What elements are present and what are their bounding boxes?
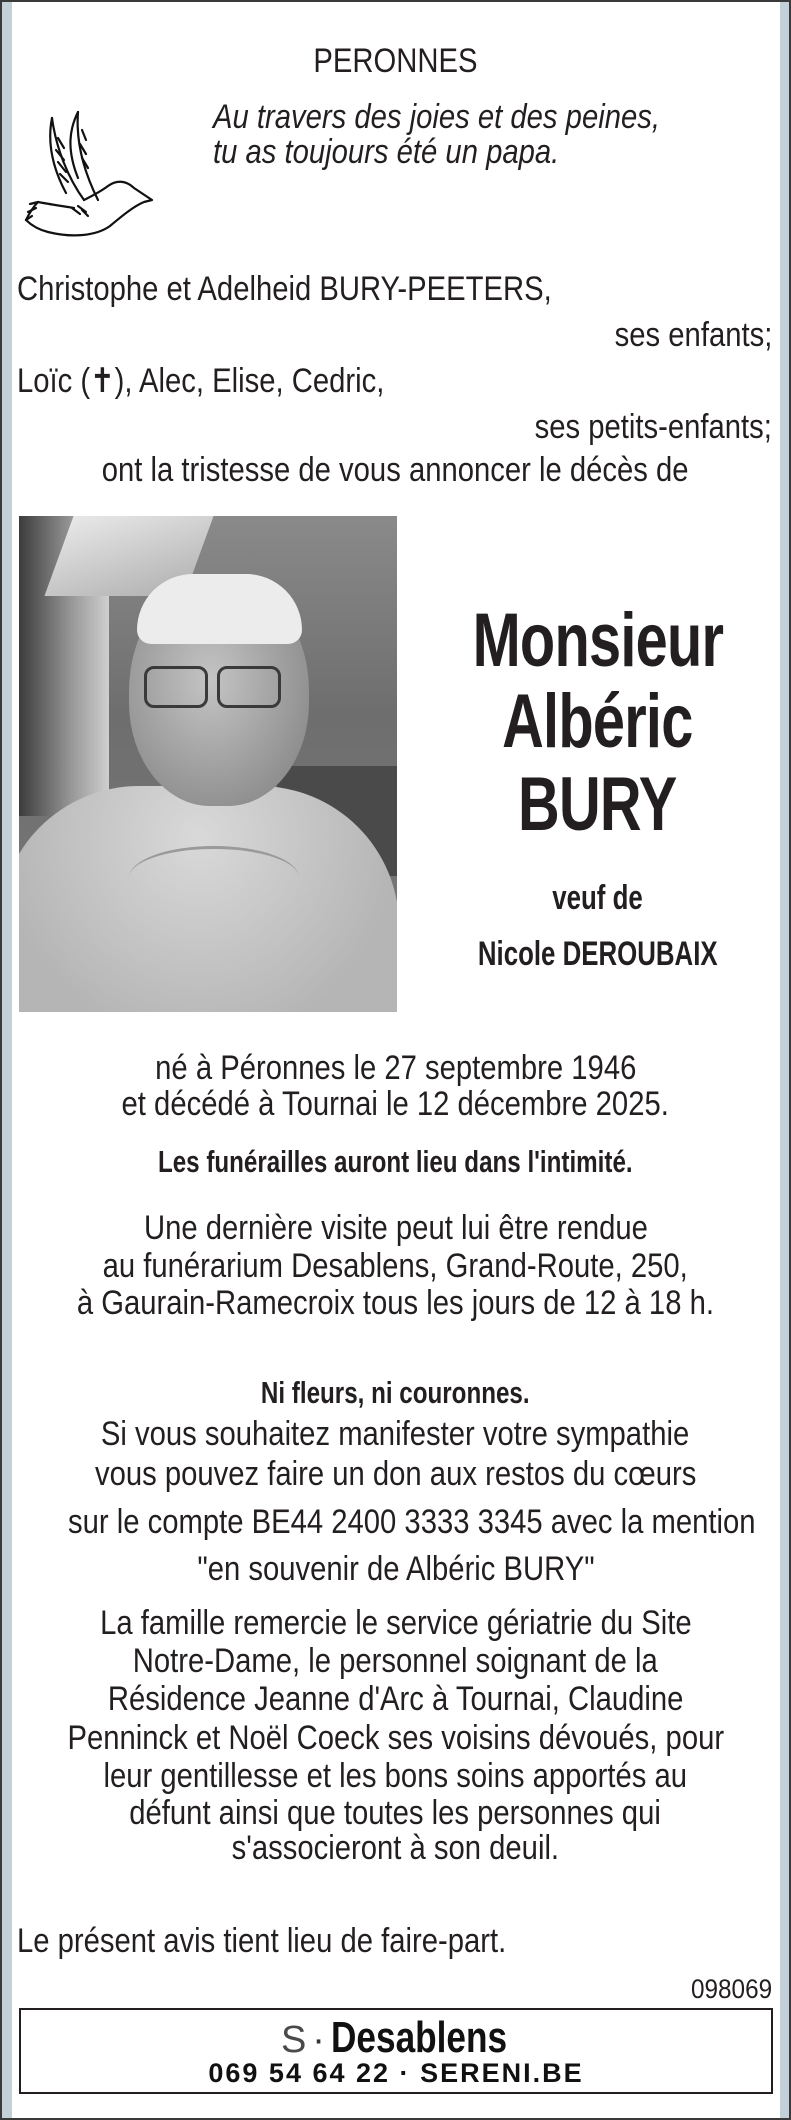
- funeral-text: Les funérailles auront lieu dans l'intimité.: [158, 1144, 633, 1179]
- photo-glasses: [144, 666, 208, 708]
- family-grandchildren-relation: [496, 410, 772, 444]
- quote-text-2: tu as toujours été un papa.: [213, 133, 560, 171]
- thanks-text-7: s'associeront à son deuil.: [231, 1829, 560, 1867]
- grandchildren-relation-text: ses petits-enfants;: [534, 408, 772, 446]
- location-heading: [12, 44, 779, 78]
- logo-separator: ·: [312, 2019, 325, 2061]
- children-names-text: Christophe et Adelheid BURY-PEETERS,: [17, 270, 552, 308]
- announcement-text: ont la tristesse de vous annoncer le décès de: [102, 451, 689, 489]
- title-text: Monsieur: [472, 598, 723, 683]
- thanks-line-1: [12, 1606, 779, 1640]
- family-children-relation: [589, 318, 772, 352]
- deceased-last-name: [430, 762, 765, 847]
- reference-number-text: 098069: [690, 1974, 772, 2004]
- contact-separator: ·: [399, 2058, 411, 2088]
- thanks-line-2: [12, 1644, 779, 1678]
- funeral-home-contact: [21, 2060, 771, 2087]
- visit-line-3: [12, 1286, 779, 1320]
- photo-hair: [137, 574, 302, 644]
- visit-line-2: [12, 1249, 779, 1283]
- grandchildren-names-text: Loïc (✝), Alec, Elise, Cedric,: [17, 362, 385, 400]
- funeral-home-phone: 069 54 64 22: [208, 2058, 391, 2088]
- spouse-name: [430, 937, 765, 971]
- visit-line-1: [12, 1211, 779, 1245]
- photo-collar: [129, 846, 299, 909]
- donation-line-1: [12, 1417, 779, 1451]
- visit-text-2: au funérarium Desablens, Grand-Route, 250,: [102, 1247, 689, 1285]
- donation-text-3: sur le compte BE44 2400 3333 3345 avec la mention: [67, 1503, 756, 1541]
- donation-text-1: Si vous souhaitez manifester votre sympathie: [101, 1415, 690, 1453]
- reference-number: [682, 1976, 772, 2003]
- thanks-text-2: Notre-Dame, le personnel soignant de la: [132, 1642, 659, 1680]
- thanks-line-7: [12, 1831, 779, 1865]
- death-line: [12, 1087, 779, 1121]
- last-name-text: BURY: [518, 762, 677, 847]
- logo-letter: S: [280, 2019, 307, 2061]
- death-text: et décédé à Tournai le 12 décembre 2025.: [121, 1085, 670, 1123]
- spouse-text: Nicole DEROUBAIX: [477, 935, 718, 973]
- closing-text: Le présent avis tient lieu de faire-part.: [17, 1922, 507, 1960]
- quote-line-1: [213, 100, 733, 134]
- photo-glasses: [217, 666, 281, 708]
- funeral-home-website: SERENI.BE: [420, 2058, 584, 2088]
- dove-icon: [22, 108, 158, 240]
- portrait-photo: [19, 516, 397, 1012]
- family-children-names: [17, 272, 639, 306]
- thanks-line-3: [12, 1682, 779, 1716]
- visit-text-1: Une dernière visite peut lui être rendue: [143, 1209, 648, 1247]
- thanks-text-5: leur gentillesse et les bons soins apportés au: [103, 1757, 688, 1795]
- frame-stripe-left: [2, 2, 12, 2118]
- funeral-home-logo: [21, 2013, 771, 2062]
- first-name-text: Albéric: [502, 679, 693, 764]
- closing-line: [17, 1924, 586, 1958]
- visit-text-3: à Gaurain-Ramecroix tous les jours de 12 à 18 h.: [76, 1284, 715, 1322]
- no-flowers-text: Ni fleurs, ni couronnes.: [261, 1375, 530, 1410]
- thanks-line-4: [12, 1721, 779, 1755]
- donation-line-3: [12, 1505, 779, 1539]
- donation-text-2: vous pouvez faire un don aux restos du cœurs: [94, 1455, 697, 1493]
- thanks-line-6: [12, 1796, 779, 1830]
- thanks-text-1: La famille remercie le service gériatrie du Site: [99, 1604, 692, 1642]
- thanks-text-3: Résidence Jeanne d'Arc à Tournai, Claudine: [107, 1680, 684, 1718]
- deceased-first-name: [430, 679, 765, 764]
- widower-text: veuf de: [552, 879, 643, 917]
- birth-line: [12, 1051, 779, 1085]
- funeral-home-name: Desablens: [330, 2013, 508, 2062]
- birth-text: né à Péronnes le 27 septembre 1946: [154, 1049, 637, 1087]
- family-grandchildren-names: [17, 364, 444, 398]
- funeral-home-box: [19, 2008, 773, 2094]
- quote-text-1: Au travers des joies et des peines,: [213, 98, 660, 136]
- thanks-text-6: défunt ainsi que toutes les personnes qui: [129, 1794, 662, 1832]
- widower-label: [430, 881, 765, 915]
- thanks-line-5: [12, 1759, 779, 1793]
- donation-text-4: "en souvenir de Albéric BURY": [196, 1550, 595, 1588]
- deceased-title: [430, 598, 765, 683]
- children-relation-text: ses enfants;: [614, 316, 772, 354]
- quote-line-2: [213, 135, 616, 169]
- funeral-line: [12, 1146, 779, 1177]
- donation-line-4: [12, 1552, 779, 1586]
- announcement-line: [12, 453, 779, 487]
- location-text: PERONNES: [313, 42, 478, 80]
- frame-stripe-right: [780, 2, 789, 2118]
- thanks-text-4: Penninck et Noël Coeck ses voisins dévoués, pour: [67, 1719, 724, 1757]
- no-flowers-line: [12, 1377, 779, 1408]
- donation-line-2: [12, 1457, 779, 1491]
